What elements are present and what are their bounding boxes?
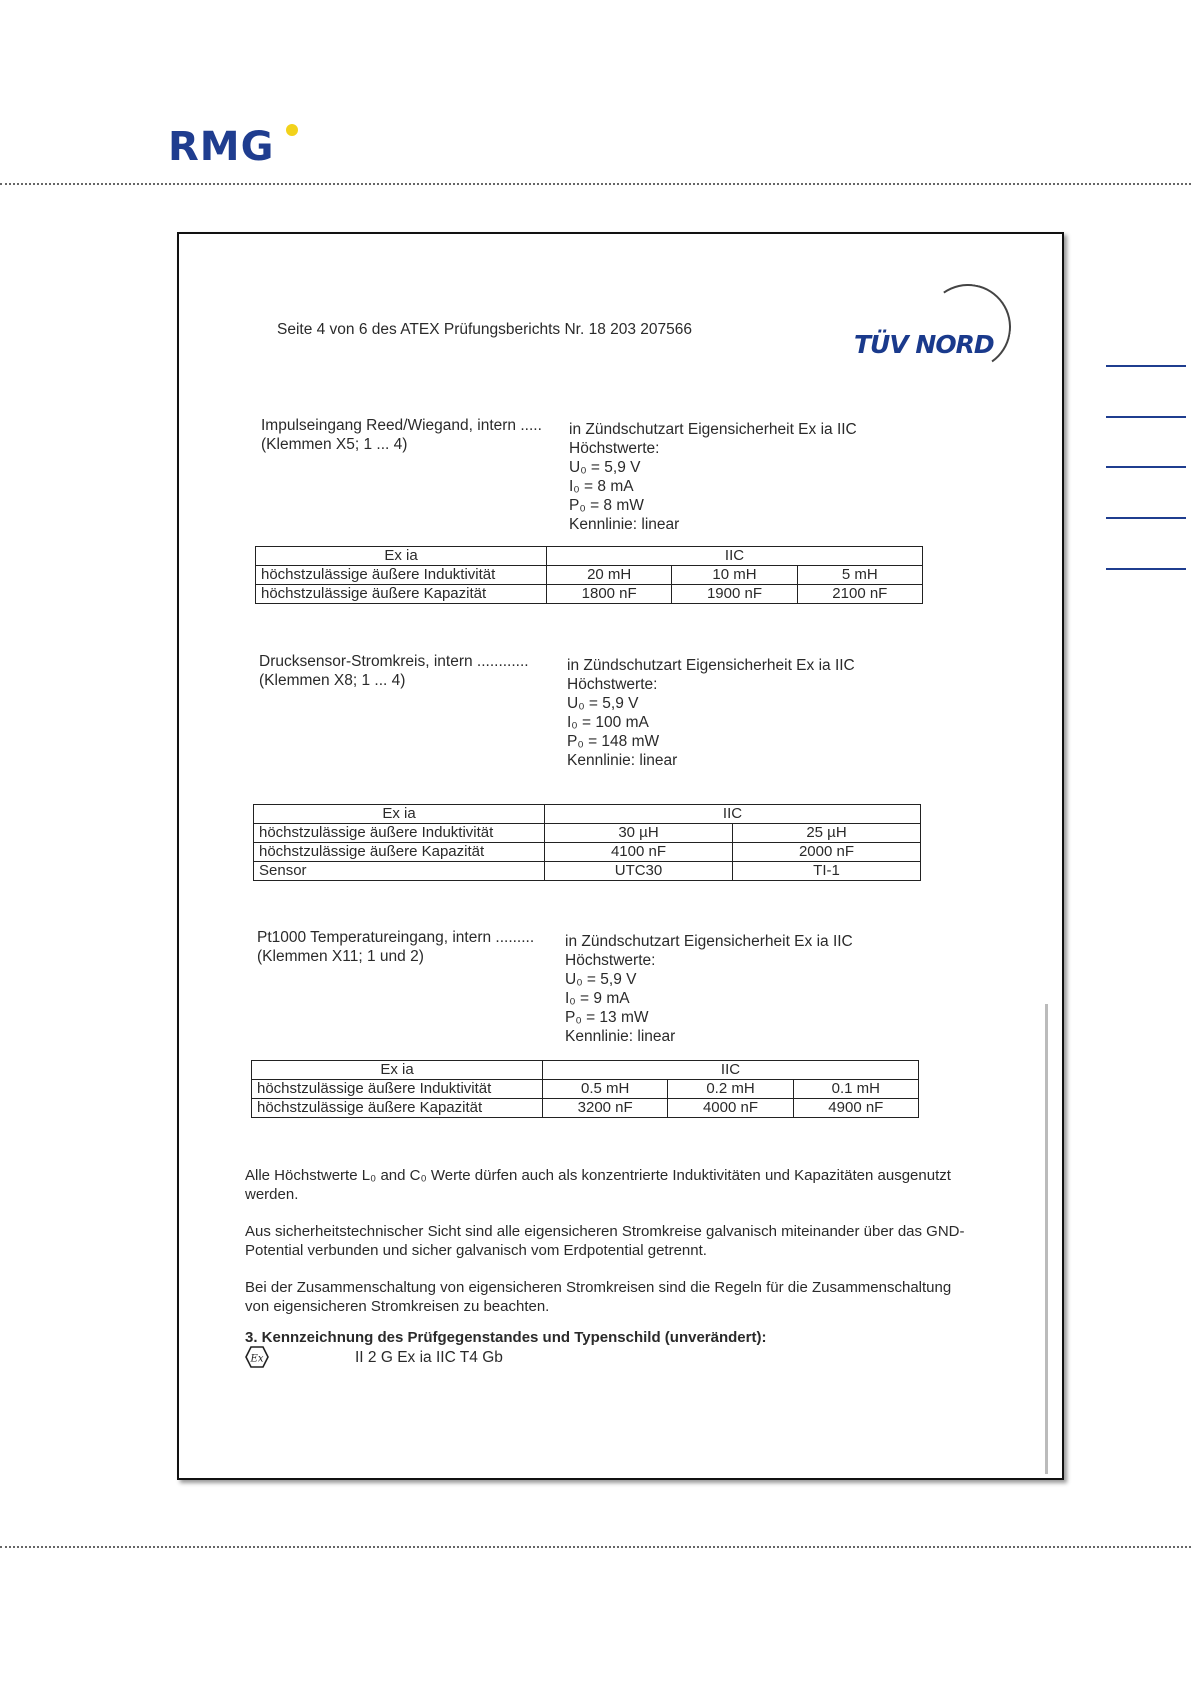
table-cell: 2000 nF	[733, 843, 921, 862]
paragraph-concentrated-values: Alle Höchstwerte L₀ and C₀ Werte dürfen auch als konzentrierte Induktivitäten und Kapazitäten ausgenutzt werden.	[245, 1167, 951, 1203]
table-cell: 10 mH	[672, 566, 797, 585]
table-row	[252, 1099, 919, 1118]
table-cell: 25 µH	[733, 824, 921, 843]
section3-label: Pt1000 Temperatureingang, intern .........	[257, 929, 535, 946]
table-row	[252, 1080, 919, 1099]
table-cell: 4900 nF	[793, 1099, 918, 1118]
table-cell: 20 mH	[547, 566, 672, 585]
section1-protection: in Zündschutzart Eigensicherheit Ex ia IIC	[569, 421, 857, 438]
margin-mark	[1106, 517, 1186, 519]
rmg-logo-dot	[286, 124, 298, 136]
margin-mark	[1106, 416, 1186, 418]
section1-u0: U₀ = 5,9 V	[569, 459, 641, 476]
section2-terminals: (Klemmen X8; 1 ... 4)	[259, 672, 406, 689]
ex-hexagon-icon	[245, 1346, 269, 1368]
table-header: IIC	[547, 547, 923, 566]
table-header: IIC	[543, 1061, 919, 1080]
table-cell: höchstzulässige äußere Kapazität	[256, 585, 547, 604]
table-header: Ex ia	[254, 805, 545, 824]
section1-p0: P₀ = 8 mW	[569, 497, 644, 514]
margin-mark	[1106, 365, 1186, 367]
section3-i0: I₀ = 9 mA	[565, 990, 630, 1007]
table-header: Ex ia	[252, 1061, 543, 1080]
section3-terminals: (Klemmen X11; 1 und 2)	[257, 948, 424, 965]
table-cell: 5 mH	[797, 566, 922, 585]
table-row	[256, 585, 923, 604]
section2-protection: in Zündschutzart Eigensicherheit Ex ia IIC	[567, 657, 855, 674]
section-heading-marking: 3. Kennzeichnung des Prüfgegenstandes und Typenschild (unverändert):	[245, 1329, 767, 1346]
section3-p0: P₀ = 13 mW	[565, 1009, 649, 1026]
table-row	[254, 843, 921, 862]
section1-i0: I₀ = 8 mA	[569, 478, 634, 495]
table-cell: 4100 nF	[545, 843, 733, 862]
header-divider	[0, 183, 1191, 185]
section2-i0: I₀ = 100 mA	[567, 714, 649, 731]
ex-marking: II 2 G Ex ia IIC T4 Gb	[355, 1349, 503, 1366]
section2-table	[253, 804, 921, 881]
table-cell: 2100 nF	[797, 585, 922, 604]
section1-label: Impulseingang Reed/Wiegand, intern .....	[261, 417, 542, 434]
section3-kennlinie: Kennlinie: linear	[565, 1028, 676, 1045]
table-cell: TI-1	[733, 862, 921, 881]
table-cell: höchstzulässige äußere Induktivität	[254, 824, 545, 843]
section1-kennlinie: Kennlinie: linear	[569, 516, 680, 533]
table-cell: 0.5 mH	[543, 1080, 668, 1099]
table-cell: 0.2 mH	[668, 1080, 793, 1099]
section3-u0: U₀ = 5,9 V	[565, 971, 637, 988]
section1-terminals: (Klemmen X5; 1 ... 4)	[261, 436, 408, 453]
table-cell: 0.1 mH	[793, 1080, 918, 1099]
table-cell: höchstzulässige äußere Kapazität	[254, 843, 545, 862]
table-header: Ex ia	[256, 547, 547, 566]
tuv-logo-arc	[918, 277, 1018, 377]
margin-mark	[1106, 466, 1186, 468]
section2-label: Drucksensor-Stromkreis, intern ............	[259, 653, 529, 670]
page-title: Seite 4 von 6 des ATEX Prüfungsberichts Nr. 18 203 207566	[277, 321, 693, 338]
footer-divider	[0, 1546, 1191, 1548]
paragraph-galvanic-connection: Aus sicherheitstechnischer Sicht sind alle eigensicheren Stromkreise galvanisch miteinander über das GND-Potential verbunden und sicher galvanisch vom Erdpotential getrennt.	[245, 1223, 965, 1259]
ex-symbol-text: Ex	[250, 1353, 264, 1365]
scanned-certificate-page	[177, 232, 1064, 1480]
rmg-logo: RMG	[168, 124, 275, 170]
section2-kennlinie: Kennlinie: linear	[567, 752, 678, 769]
table-row	[256, 566, 923, 585]
table-cell: 30 µH	[545, 824, 733, 843]
section2-p0: P₀ = 148 mW	[567, 733, 660, 750]
paragraph-interconnection-rules: Bei der Zusammenschaltung von eigensicheren Stromkreisen sind die Regeln für die Zusammenschaltung von eigensicheren Stromkreisen zu beachten.	[245, 1279, 952, 1315]
table-cell: höchstzulässige äußere Kapazität	[252, 1099, 543, 1118]
table-cell: Sensor	[254, 862, 545, 881]
table-cell: höchstzulässige äußere Induktivität	[256, 566, 547, 585]
section1-hoechstwerte: Höchstwerte:	[569, 440, 660, 457]
table-cell: UTC30	[545, 862, 733, 881]
table-cell: 1900 nF	[672, 585, 797, 604]
tuv-nord-logo: TÜV NORD	[854, 330, 994, 359]
section3-hoechstwerte: Höchstwerte:	[565, 952, 656, 969]
table-cell: höchstzulässige äußere Induktivität	[252, 1080, 543, 1099]
section1-table	[255, 546, 923, 604]
margin-mark	[1106, 568, 1186, 570]
table-cell: 3200 nF	[543, 1099, 668, 1118]
table-row	[254, 862, 921, 881]
scan-shadow-line	[1045, 1004, 1048, 1474]
section2-hoechstwerte: Höchstwerte:	[567, 676, 658, 693]
section3-table	[251, 1060, 919, 1118]
table-cell: 1800 nF	[547, 585, 672, 604]
table-row	[254, 824, 921, 843]
table-cell: 4000 nF	[668, 1099, 793, 1118]
table-header: IIC	[545, 805, 921, 824]
section2-u0: U₀ = 5,9 V	[567, 695, 639, 712]
section3-protection: in Zündschutzart Eigensicherheit Ex ia IIC	[565, 933, 853, 950]
